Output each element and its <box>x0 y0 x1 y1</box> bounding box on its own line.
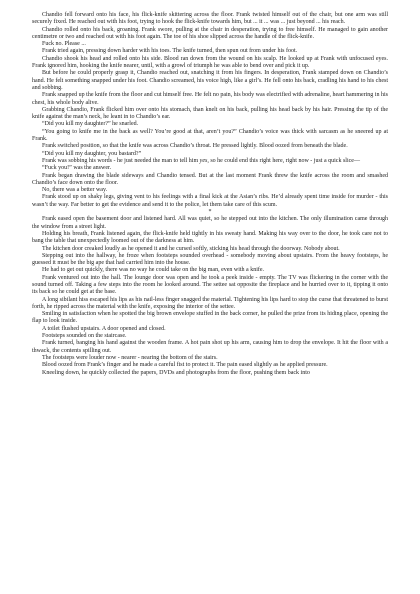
paragraph: “Did you kill my daughter, you bastard?” <box>42 150 142 157</box>
paragraph: A toilet flushed upstairs. A door opened and closed. <box>42 325 166 332</box>
paragraph: Frank turned, banging his hand against the wooden frame. A hot pain shot up his arm, causing him to drop the envelope. It hit the floor with a thwack, the contents spilling out. <box>32 340 388 354</box>
paragraph: The footsteps were louder now - nearer - nearing the bottom of the stairs. <box>42 354 218 361</box>
paragraph: A long sibilant hiss escaped his lips as his nail-less finger snagged the material. Tightening his lips hard to stop the curse that threatened to burst forth, he ripped across the material with the knife, exposing the interior of the settee. <box>32 296 388 310</box>
section-two <box>32 216 388 377</box>
paragraph: Kneeling down, he quickly collected the papers, DVDs and photographs from the floor, pushing them back into <box>42 369 310 376</box>
paragraph: “Fuck you!” was the answer. <box>42 165 112 172</box>
paragraph: Blood oozed from Frank’s finger and he made a careful fist to protect it. The pain eased slightly as he applied pressure. <box>42 362 328 369</box>
paragraph: Frank switched position, so that the knife was across Chandio’s throat. He pressed lightly. Blood oozed from beneath the blade. <box>42 143 348 150</box>
paragraph: “Did you kill my daughter?” he snarled. <box>42 121 139 128</box>
paragraph: Fuck no. Please ... <box>42 41 86 48</box>
paragraph: But before he could properly grasp it, Chandio reached out, snatching it from his fingers. In desperation, Frank stamped down on Chandio’s hand. He felt something snapped under his foot. Chandio screamed, his voice high, like a girl’s. He fell onto his back, cradling his hand to his chest and sobbing. <box>32 70 388 91</box>
paragraph: Frank ventured out into the hall. The lounge door was open and he took a peek inside - empty. The TV was flickering in the corner with the sound turned off. Taking a few steps into the room he looked around. The settee sat opposite the fireplace and he hurried over to it, tipping it onto its back so he could get at the base. <box>32 274 388 296</box>
paragraph: Chandio rolled onto his back, groaning. Frank swore, pulling at the chair in desperation, trying to free himself. He managed to gain another centimetre or two and reached out with his foot again. The toe of his shoe slipped across the handle of the flick-knife. <box>32 26 388 40</box>
paragraph: Grabbing Chandio, Frank flicked him over onto his stomach, than knelt on his back, pulling his head back by his hair. Pressing the tip of the knife against the man’s neck, he leant in to Chandio’s ear. <box>32 106 388 121</box>
scene-break: * <box>208 209 212 216</box>
paragraph: Frank tried again, pressing down harder with his toes. The knife turned, then spun out from under his foot. <box>42 48 298 55</box>
paragraph: “You going to knife me in the back as well? You’re good at that, aren’t you?” Chandio’s voice was thick with sarcasm as he sneered up at Frank. <box>32 128 388 143</box>
paragraph: The kitchen door creaked loudly as he opened it and he cursed softly, sticking his head through the doorway. Nobody about. <box>42 245 340 252</box>
paragraph: Holding his breath, Frank listened again, the flick-knife held tightly in his sweaty hand. Making his way over to the door, he took care not to bang the table that unexpectedly loomed out of the darkness at him. <box>32 230 388 245</box>
paragraph: He had to get out quickly, there was no way he could take on the big man, even with a knife. <box>42 267 265 274</box>
paragraph: Frank was sobbing his words - he just needed the man to tell him yes, so he could end this right here, right now - just a quick slice— <box>42 157 360 164</box>
paragraph: Frank eased open the basement door and listened hard. All was quiet, so he stepped out into the kitchen. The only illumination came through the window from a street light. <box>32 216 388 230</box>
paragraph: Stepping out into the hallway, he froze when footsteps sounded overhead - somebody moving about upstairs. From the heavy footsteps, he guessed it must be the big ape that had carried him into the house. <box>32 252 388 267</box>
paragraph: Smiling in satisfaction when he spotted the big brown envelope stuffed in the back corner, he pulled the prize from its hiding place, opening the flap to look inside. <box>32 311 388 325</box>
paragraph: No, there was a better way. <box>42 187 108 194</box>
section-one <box>32 12 388 209</box>
paragraph: Footsteps sounded on the staircase. <box>42 333 127 340</box>
paragraph: Chandio shook his head and rolled onto his side. Blood ran down from the wound on his scalp. He looked up at Frank with unfocused eyes. Frank ignored him, hooking the knife nearer, until, with a growl of triumph he was able to bend over and pick it up. <box>32 55 388 70</box>
paragraph: Chandio fell forward onto his face, his flick-knife skittering across the floor. Frank twisted himself out of the chair, but one arm was still securely fixed. He reached out with his foot, trying to hook the flick-knife towards him, but ... it ... was ... just beyond ... his reach. <box>32 12 388 26</box>
paragraph: Frank stood up on shaky legs, giving vent to his feelings with a final kick at the Asian’s ribs. He’d already spent time inside for murder - this wasn’t the way. Far better to get the evidence and send it to the police, let them take care of this scum. <box>32 194 388 208</box>
paragraph: Frank began drawing the blade sideways and Chandio tensed. But at the last moment Frank threw the knife across the room and smashed Chandio’s face down onto the floor. <box>32 172 388 186</box>
paragraph: Frank snapped up the knife from the floor and cut himself free. He felt no pain, his body was electrified with adrenaline, heart hammering in his chest, his whole body alive. <box>32 92 388 106</box>
